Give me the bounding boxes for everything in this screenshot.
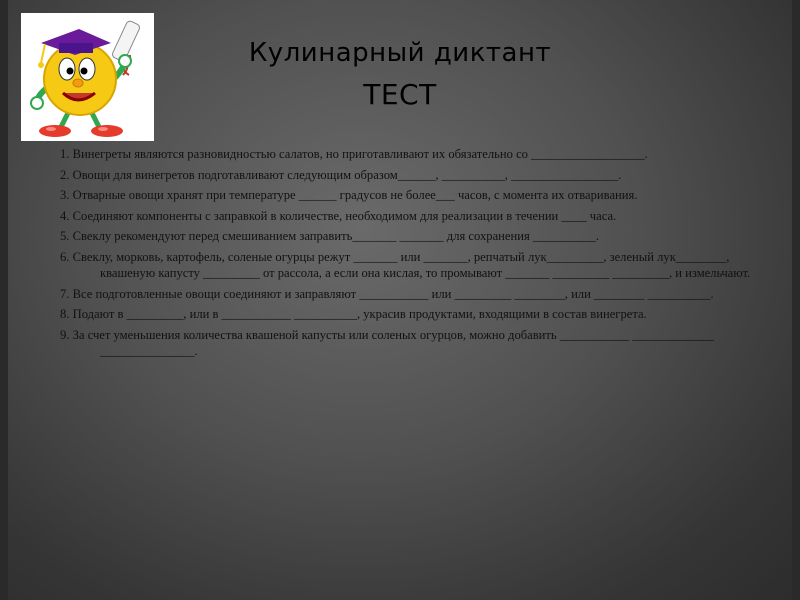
question-item: 2. Овощи для винегретов подготавливают следующим образом______, __________, _________________.	[60, 167, 622, 182]
question-item: 7. Все подготовленные овощи соединяют и заправляют ___________ или _________ ________, или ________ __________.	[60, 286, 714, 301]
question-item: 8. Подают в _________, или в ___________ __________, украсив продуктами, входящими в состав винегрета.	[60, 307, 647, 321]
question-item: 5. Свеклу рекомендуют перед смешиванием заправить_______ _______ для сохранения __________.	[60, 229, 600, 243]
slide-title: Кулинарный диктант	[248, 38, 552, 68]
question-item: 4. Соединяют компоненты с заправкой в количестве, необходимом для реализации в течении ____ часа.	[60, 208, 617, 223]
graduate-smiley-icon	[21, 13, 154, 141]
question-item: 1. Винегреты являются разновидностью салатов, но приготавливают их обязательно со __________________.	[60, 147, 648, 161]
slide-border-right	[792, 0, 800, 600]
question-item: 9. За счет уменьшения количества квашеной капусты или соленых огурцов, можно добавить ___________ _____________ _______________.	[60, 327, 715, 358]
slide-subtitle: ТЕСТ	[363, 78, 437, 111]
question-list	[60, 146, 752, 364]
slide-border-left	[0, 0, 8, 600]
question-item: 6. Свеклу, морковь, картофель, соленые огурцы режут _______ или _______, репчатый лук_________, зеленый лук________, квашеную капусту _________ от рассола, а если она кислая, то промывают _______ _________ _________, и измельчают.	[60, 249, 751, 280]
question-item: 3. Отварные овощи хранят при температуре ______ градусов не более___ часов, с момента их отваривания.	[60, 188, 638, 202]
